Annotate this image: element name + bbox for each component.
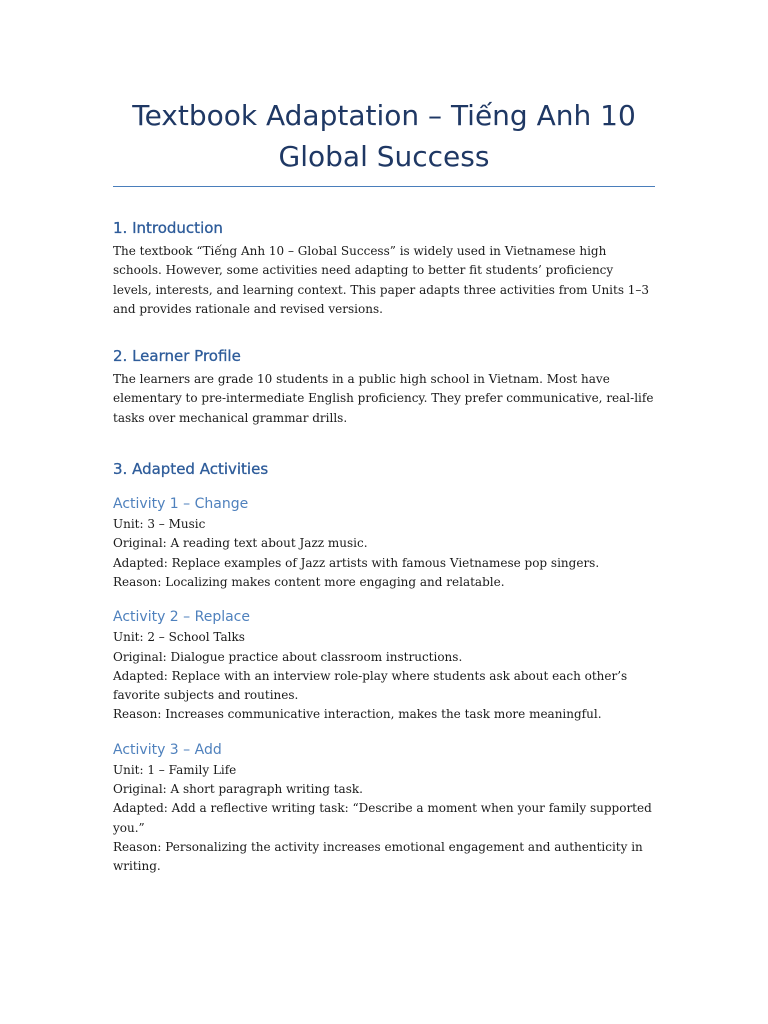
introduction-heading: 1. Introduction: [113, 219, 223, 237]
activity-3-original: Original: A short paragraph writing task.: [113, 782, 363, 797]
adapted-activities-heading: 3. Adapted Activities: [113, 460, 269, 479]
activity-3-adapted: Adapted: Add a reflective writing task: “Describe a moment when your family supported you.”: [113, 801, 652, 835]
activity-2-original: Original: Dialogue practice about classroom instructions.: [113, 649, 463, 664]
activity-2-unit: Unit: 2 – School Talks: [113, 630, 245, 645]
learner-profile-section: [113, 345, 655, 428]
activity-2-heading: Activity 2 – Replace: [113, 609, 250, 626]
activity-3-reason: Reason: Personalizing the activity increases emotional engagement and authenticity in writing.: [113, 839, 643, 874]
document-page: [113, 0, 655, 877]
activity-3-unit: Unit: 1 – Family Life: [113, 762, 237, 777]
activity-1-original: Original: A reading text about Jazz music.: [113, 536, 368, 551]
document-title: Textbook Adaptation – Tiếng Anh 10 Global Success: [132, 99, 636, 173]
activity-1-unit: Unit: 3 – Music: [113, 517, 206, 532]
introduction-section: [113, 217, 655, 319]
title-underline-divider: [113, 186, 655, 187]
activity-3-heading: Activity 3 – Add: [113, 741, 222, 758]
activity-1-adapted: Adapted: Replace examples of Jazz artists with famous Vietnamese pop singers.: [113, 555, 600, 570]
activity-1: [113, 494, 655, 592]
learner-profile-body: The learners are grade 10 students in a public high school in Vietnam. Most have elementary to pre-intermediate English proficiency. They prefer communicative, real-life tasks over mechanical grammar drills.: [113, 372, 654, 425]
activity-3: [113, 740, 655, 877]
learner-profile-heading: 2. Learner Profile: [113, 347, 241, 366]
activity-1-reason: Reason: Localizing makes content more engaging and relatable.: [113, 574, 505, 589]
activity-1-heading: Activity 1 – Change: [113, 496, 249, 513]
activity-2-reason: Reason: Increases communicative interaction, makes the task more meaningful.: [113, 707, 602, 722]
activity-2-adapted: Adapted: Replace with an interview role-play where students ask about each other’s favorite subjects and routines.: [113, 668, 628, 703]
introduction-body: The textbook “Tiếng Anh 10 – Global Success” is widely used in Vietnamese high schools. However, some activities need adapting to better fit students’ proficiency levels, interests, and learning context. This paper adapts three activities from Units 1–3 and provides rationale and revised versions.: [113, 244, 650, 316]
adapted-activities-section: [113, 458, 655, 876]
activity-2: [113, 607, 655, 724]
